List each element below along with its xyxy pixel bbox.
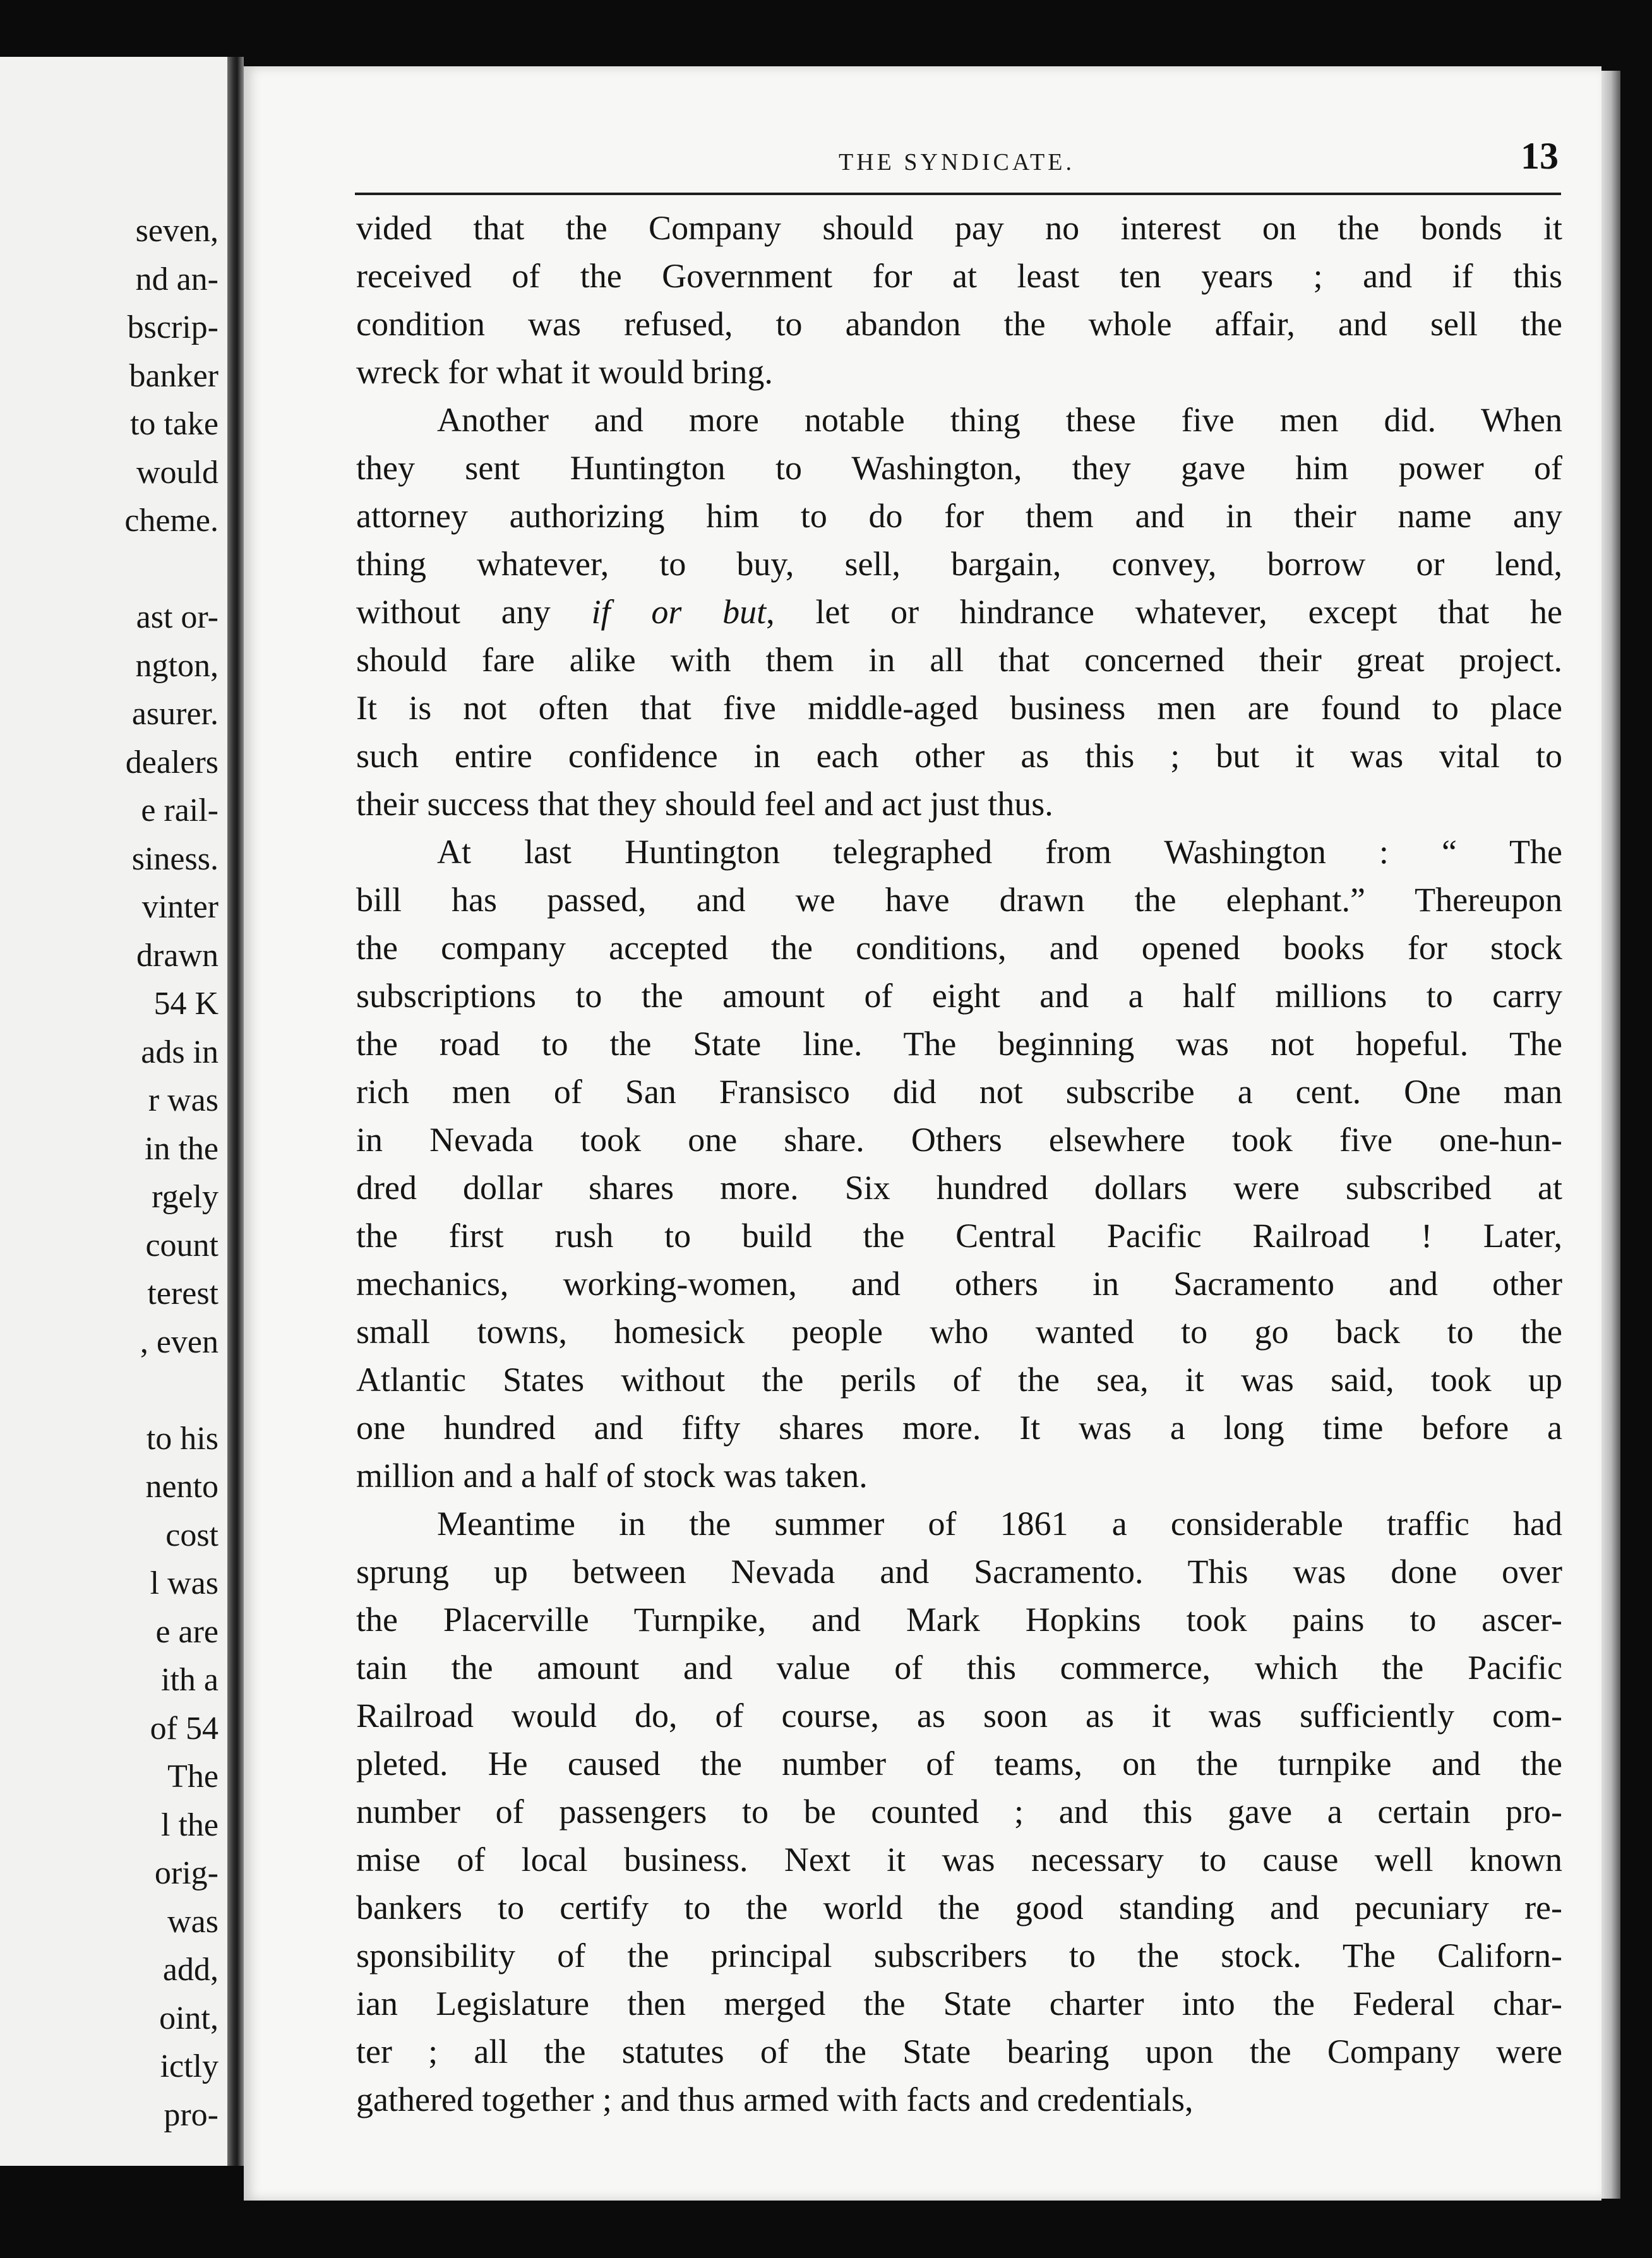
text-line: dred dollar shares more. Six hundred dollars were subscribed at — [356, 1169, 1562, 1207]
left-page-fragment: vinter — [141, 889, 218, 925]
left-page-fragment: ictly — [160, 2048, 218, 2084]
page-13 — [244, 66, 1601, 2201]
text-line: mise of local business. Next it was necessary to cause well known — [356, 1841, 1562, 1879]
text-line: pleted. He caused the number of teams, on the turnpike and the — [356, 1745, 1562, 1783]
text-line: number of passengers to be counted ; and this gave a certain pro- — [356, 1793, 1562, 1831]
left-page-fragment: banker — [129, 357, 218, 394]
text-line: they sent Huntington to Washington, they gave him power of — [356, 449, 1562, 487]
left-page-fragment: would — [136, 454, 218, 491]
text-line: ter ; all the statutes of the State bearing upon the Company were — [356, 2033, 1562, 2070]
left-page-fragment: e rail- — [141, 792, 218, 828]
text-line: wreck for what it would bring. — [356, 353, 773, 391]
page-header — [355, 134, 1559, 185]
text-line: without any if or but, let or hindrance whatever, except that he — [356, 593, 1562, 631]
left-page-fragment: ads in — [141, 1034, 218, 1070]
left-page-fragment: pro- — [164, 2096, 218, 2133]
text-line: thing whatever, to buy, sell, bargain, convey, borrow or lend, — [356, 545, 1562, 583]
left-page-fragment: of 54 — [150, 1710, 218, 1747]
left-page-fragment: count — [145, 1227, 218, 1263]
italic-phrase: if or but — [591, 593, 767, 631]
paragraph — [356, 204, 1562, 396]
text-line: million and a half of stock was taken. — [356, 1457, 868, 1495]
left-page-fragment: was — [167, 1903, 218, 1940]
body-text — [356, 204, 1562, 2124]
text-line: It is not often that five middle-aged business men are found to place — [356, 689, 1562, 727]
text-line: received of the Government for at least ten years ; and if this — [356, 257, 1562, 295]
paragraph — [356, 1500, 1562, 2124]
left-page-fragment: oint, — [159, 2000, 218, 2036]
text-line: small towns, homesick people who wanted to go back to the — [356, 1313, 1562, 1351]
left-page-fragment: l the — [161, 1807, 218, 1843]
left-page-fragment: ast or- — [136, 599, 218, 635]
left-page-fragment: , even — [140, 1323, 218, 1360]
left-page-fragment: seven, — [135, 213, 218, 249]
text-line: Meantime in the summer of 1861 a considerable traffic had — [437, 1505, 1562, 1543]
book-gutter — [227, 57, 244, 2166]
left-page-fragment: 54 K — [153, 986, 218, 1022]
left-facing-page — [0, 57, 227, 2166]
text-line: Railroad would do, of course, as soon as it was sufficiently com- — [356, 1697, 1562, 1735]
left-page-fragment: to take — [129, 406, 218, 442]
left-page-fragment: l was — [150, 1565, 218, 1601]
left-page-fragment: terest — [147, 1275, 218, 1311]
page-number: 13 — [1521, 135, 1559, 177]
text-line: the Placerville Turnpike, and Mark Hopkins took pains to ascer- — [356, 1601, 1562, 1639]
text-line: Another and more notable thing these five men did. When — [437, 401, 1562, 439]
paragraph — [356, 396, 1562, 828]
text-line: Atlantic States without the perils of the sea, it was said, took up — [356, 1361, 1562, 1399]
page-edge — [1601, 71, 1620, 2199]
left-page-fragment: cost — [165, 1517, 218, 1553]
text-line: one hundred and fifty shares more. It was a long time before a — [356, 1409, 1562, 1447]
text-line: ian Legislature then merged the State charter into the Federal char- — [356, 1985, 1562, 2022]
left-page-fragment: ith a — [161, 1662, 218, 1698]
paragraph — [356, 828, 1562, 1500]
text-line: vided that the Company should pay no interest on the bonds it — [356, 209, 1562, 247]
text-line: bill has passed, and we have drawn the elephant.” Thereupon — [356, 881, 1562, 919]
text-line: should fare alike with them in all that concerned their great project. — [356, 641, 1562, 679]
left-page-fragment: cheme. — [124, 503, 218, 539]
text-line: rich men of San Fransisco did not subscribe a cent. One man — [356, 1073, 1562, 1111]
left-page-fragment: asurer. — [131, 696, 218, 732]
left-page-fragment: rgely — [152, 1179, 218, 1215]
text-line: attorney authorizing him to do for them and in their name any — [356, 497, 1562, 535]
left-page-fragment: The — [167, 1759, 218, 1795]
text-line: tain the amount and value of this commerce, which the Pacific — [356, 1649, 1562, 1687]
text-line: gathered together ; and thus armed with facts and credentials, — [356, 2081, 1194, 2118]
running-title: THE SYNDICATE. — [839, 149, 1075, 176]
text-line: At last Huntington telegraphed from Washington : “ The — [437, 833, 1562, 871]
left-page-fragment: r was — [148, 1082, 218, 1118]
text-line: mechanics, working-women, and others in Sacramento and other — [356, 1265, 1562, 1303]
text-line: the road to the State line. The beginning was not hopeful. The — [356, 1025, 1562, 1063]
left-page-fragment: nd an- — [135, 261, 218, 297]
left-page-fragment: drawn — [136, 937, 218, 974]
text-line: the company accepted the conditions, and opened books for stock — [356, 929, 1562, 967]
header-rule — [355, 193, 1561, 195]
text-line: such entire confidence in each other as this ; but it was vital to — [356, 737, 1562, 775]
text-line: subscriptions to the amount of eight and a half millions to carry — [356, 977, 1562, 1015]
left-page-fragment: to his — [146, 1420, 218, 1457]
left-page-fragment: siness. — [131, 840, 218, 877]
left-page-fragment: dealers — [125, 744, 218, 780]
text-line: the first rush to build the Central Pacific Railroad ! Later, — [356, 1217, 1562, 1255]
left-page-fragment: orig- — [154, 1855, 218, 1891]
left-page-fragment: nento — [145, 1469, 218, 1505]
left-page-fragment: add, — [162, 1952, 218, 1988]
left-page-fragment: ngton, — [135, 647, 218, 684]
text-line: in Nevada took one share. Others elsewhere took five one-hun- — [356, 1121, 1562, 1159]
left-page-fragment: e are — [155, 1613, 218, 1650]
text-line: sponsibility of the principal subscribers to the stock. The Californ- — [356, 1937, 1562, 1974]
left-page-fragment: bscrip- — [127, 309, 218, 345]
text-line: sprung up between Nevada and Sacramento. This was done over — [356, 1553, 1562, 1591]
text-line: bankers to certify to the world the good standing and pecuniary re- — [356, 1889, 1562, 1926]
text-line: their success that they should feel and act just thus. — [356, 785, 1053, 823]
left-page-fragment: in the — [145, 1130, 218, 1167]
text-line: condition was refused, to abandon the whole affair, and sell the — [356, 305, 1562, 343]
